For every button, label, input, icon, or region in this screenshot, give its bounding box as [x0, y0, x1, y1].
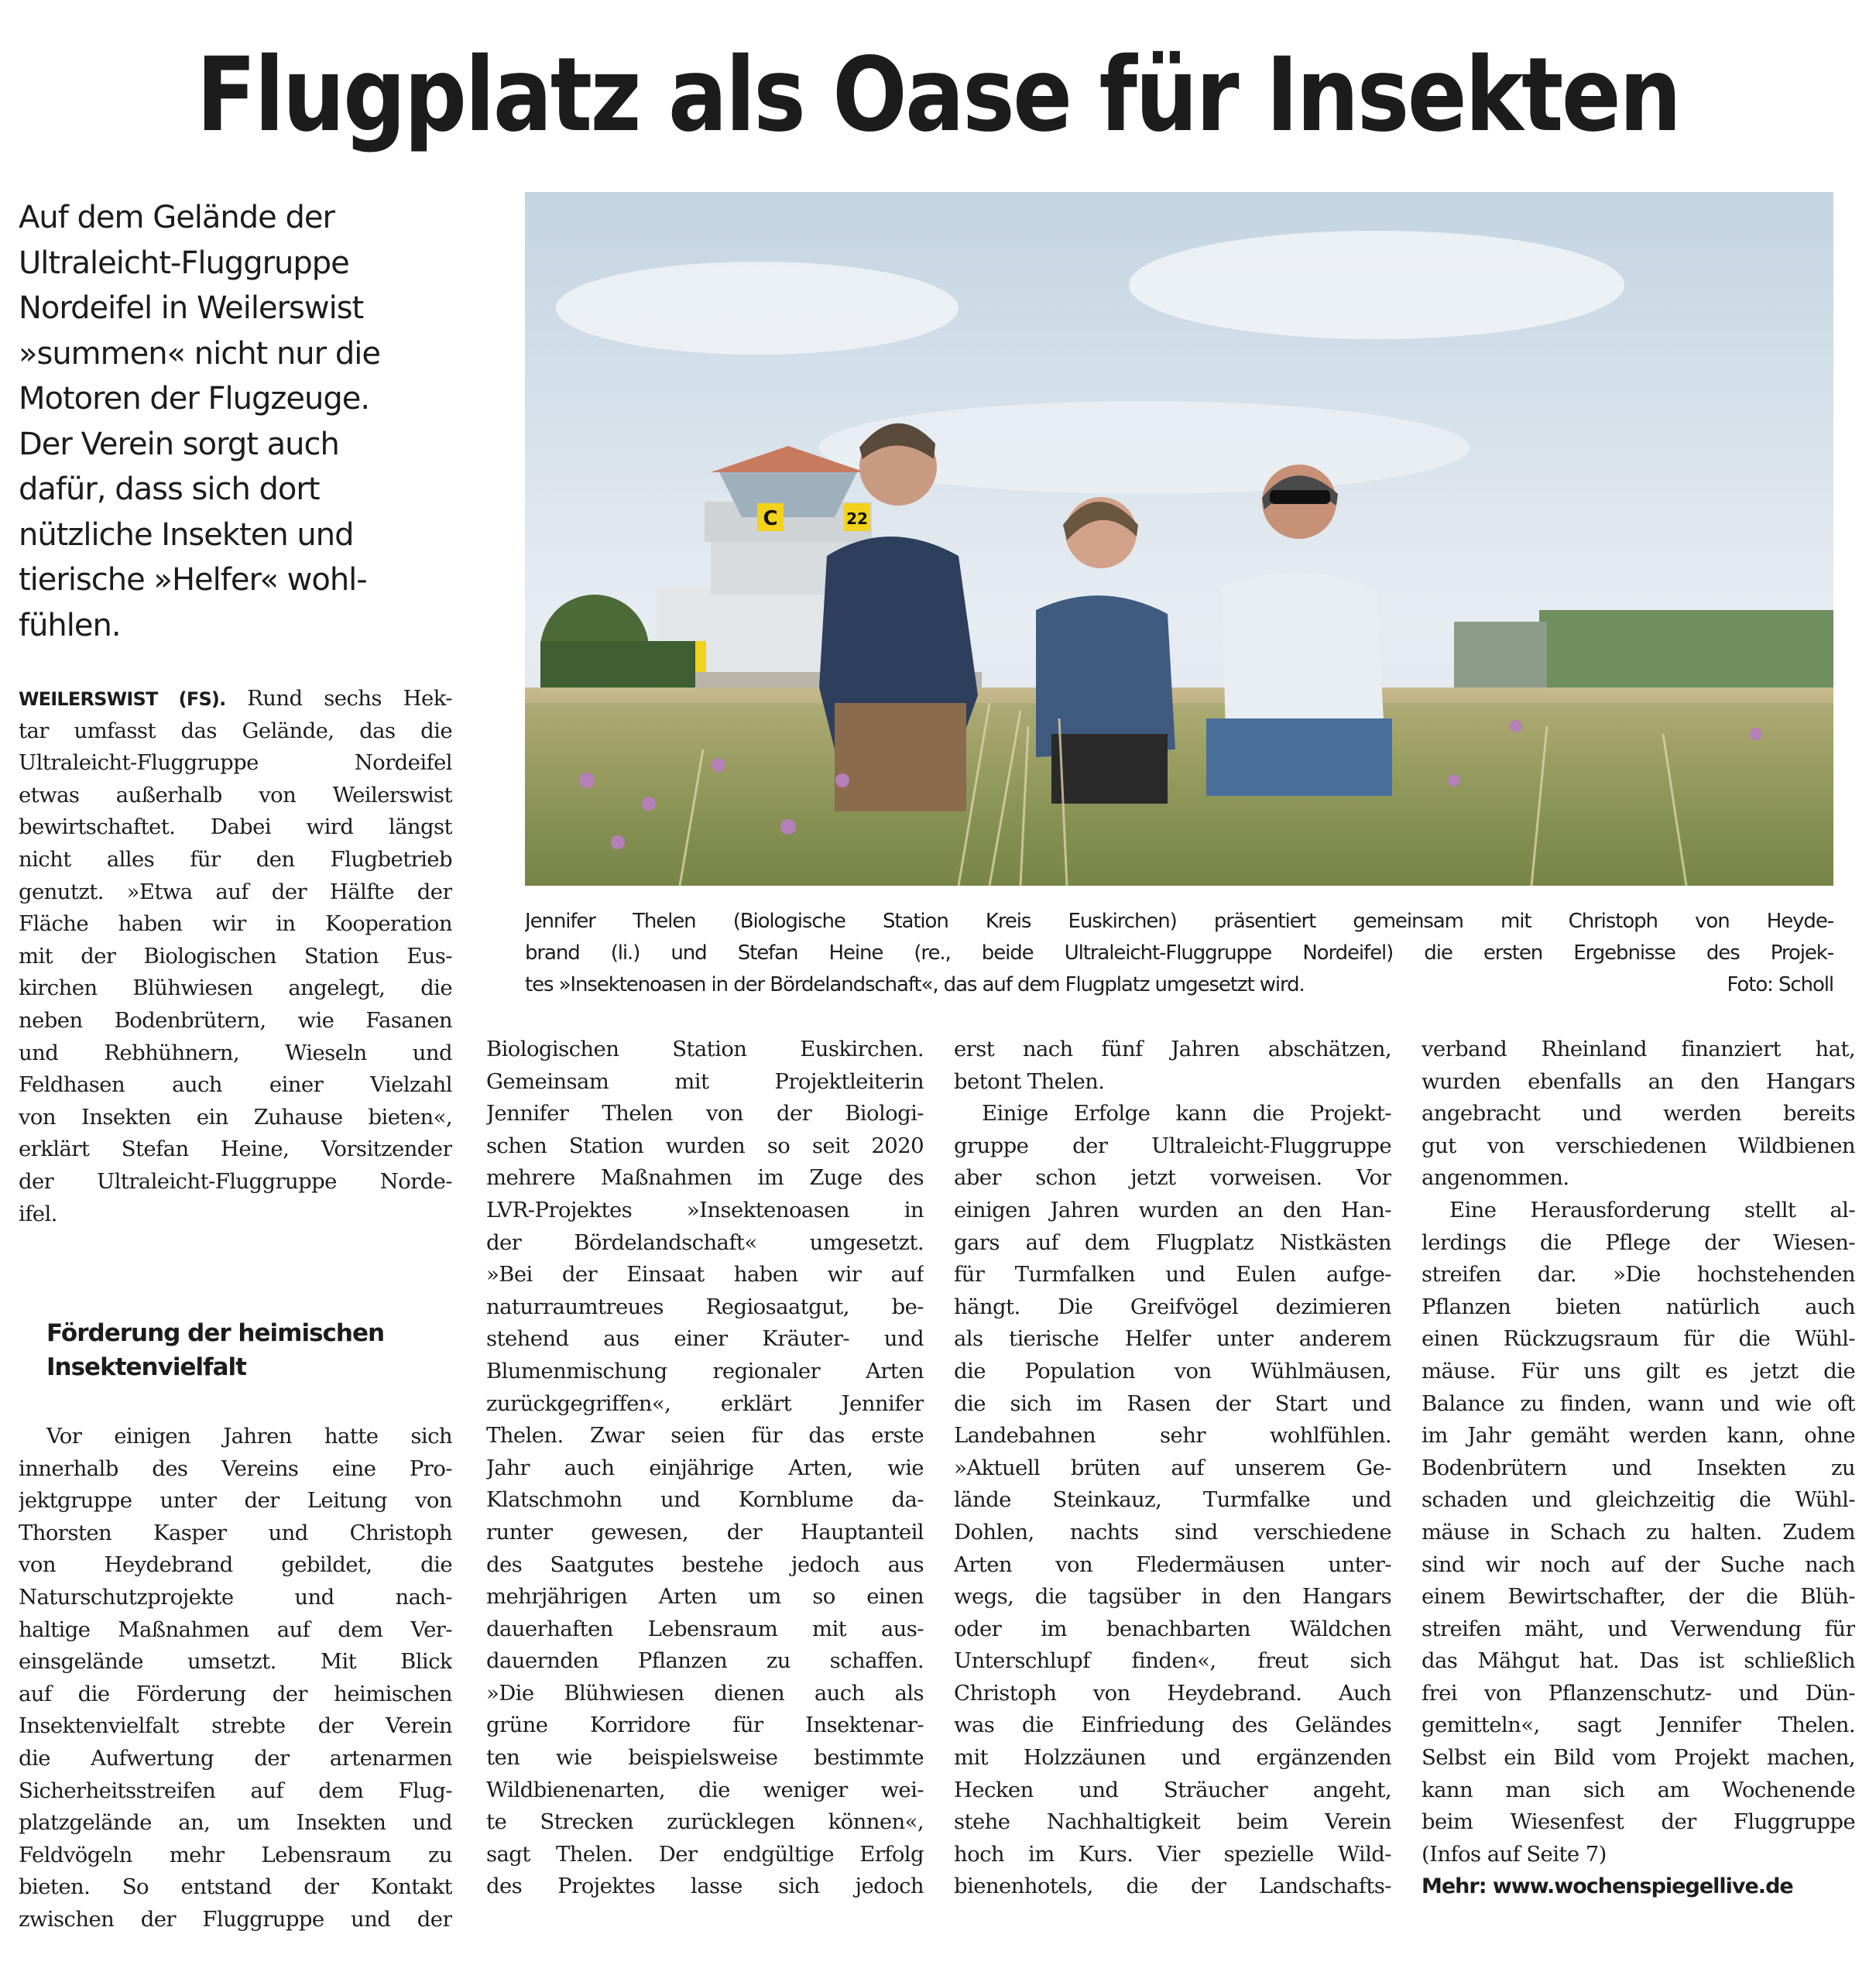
body-line: stehend aus einer Kräuter- und: [486, 1326, 924, 1352]
body-line: lände Steinkauz, Turmfalke und: [954, 1487, 1391, 1513]
body-line: grüne Korridore für Insektenar-: [486, 1713, 924, 1738]
subheading: [46, 1316, 465, 1384]
photo-caption: [525, 906, 1833, 1001]
body-line: runter gewesen, der Hauptanteil: [486, 1519, 924, 1545]
body-line: innerhalb des Vereins eine Pro-: [19, 1456, 452, 1481]
body-line: Fläche haben wir in Kooperation: [19, 911, 452, 937]
body-line: Jahr auch einjährige Arten, wie: [486, 1455, 924, 1480]
hangar: [1539, 610, 1833, 695]
tower-sign-c: C: [763, 507, 778, 530]
body-line: nicht alles für den Flugbetrieb: [19, 846, 452, 872]
body-line: Einige Erfolge kann die Projekt-: [982, 1101, 1391, 1126]
column-3: [954, 1034, 1391, 1903]
teaser-line: tierische »Helfer« wohl-: [19, 562, 367, 598]
body-line: lerdings die Pflege der Wiesen-: [1422, 1229, 1855, 1255]
body-line: erklärt Stefan Heine, Vorsitzender: [19, 1137, 452, 1162]
body-line: etwas außerhalb von Weilerswist: [19, 782, 452, 808]
more-link[interactable]: Mehr: www.wochenspiegellive.de: [1422, 1874, 1793, 1899]
body-line: gemitteln«, sagt Jennifer Thelen.: [1422, 1713, 1855, 1738]
teaser-line: dafür, dass sich dort: [19, 471, 320, 507]
body-line: Naturschutzprojekte und nach-: [19, 1584, 452, 1610]
teaser-line: Motoren der Flugzeuge.: [19, 381, 370, 417]
body-line: sind wir noch auf der Suche nach: [1422, 1552, 1855, 1577]
teaser: [19, 195, 499, 648]
body-line: die Aufwertung der artenarmen: [19, 1745, 452, 1771]
body-line: zurückgegriffen«, erklärt Jennifer: [486, 1390, 924, 1416]
teaser-line: fühlen.: [19, 607, 121, 643]
body-line: streifen mäht, und Verwendung für: [1422, 1616, 1855, 1641]
caption-line: Jennifer Thelen (Biologische Station Kreis Euskirchen) präsentiert gemeinsam mit Christoph von Heyde-: [525, 910, 1833, 933]
body-line: Biologischen Station Euskirchen.: [486, 1037, 924, 1061]
body-line: schaden und gleichzeitig die Wühl-: [1422, 1487, 1855, 1513]
body-line: mäuse in Schach zu halten. Zudem: [1422, 1519, 1855, 1545]
teaser-line: Nordeifel in Weilerswist: [19, 290, 364, 326]
body-text: Rund sechs Hek-: [225, 686, 452, 711]
body-line: Landebahnen sehr wohlfühlen.: [954, 1423, 1391, 1449]
teaser-line: nützliche Insekten und: [19, 516, 354, 553]
body-line: mäuse. Für uns gilt es jetzt die: [1422, 1358, 1855, 1384]
teaser-line: Ultraleicht-Fluggruppe: [19, 245, 349, 281]
body-line: die Population von Wühlmäusen,: [954, 1358, 1391, 1384]
sunglasses: [1270, 490, 1330, 504]
body-line: Klatschmohn und Kornblume da-: [486, 1487, 924, 1513]
body-line: einen Rückzugsraum für die Wühl-: [1422, 1326, 1855, 1352]
teaser-line: Auf dem Gelände der: [19, 200, 334, 235]
body-line: sagt Thelen. Der endgültige Erfolg: [486, 1841, 924, 1867]
body-line: für Turmfalken und Eulen aufge-: [954, 1262, 1391, 1288]
body-line: genutzt. »Etwa auf der Hälfte der: [19, 879, 452, 904]
dateline: WEILERSWIST (FS).: [19, 688, 226, 710]
body-line: (Infos auf Seite 7): [1422, 1841, 1607, 1867]
body-line: stehe Nachhaltigkeit beim Verein: [954, 1809, 1391, 1835]
body-line: als tierische Helfer unter anderem: [954, 1326, 1391, 1352]
body-line: und Rebhühnern, Wieseln und: [19, 1040, 452, 1065]
body-line: Arten von Fledermäusen unter-: [954, 1552, 1391, 1577]
body-line: neben Bodenbrütern, wie Fasanen: [19, 1007, 452, 1033]
body-line: mit der Biologischen Station Eus-: [19, 943, 452, 969]
body-line: bieten. So entstand der Kontakt: [19, 1874, 452, 1900]
body-line: Ultraleicht-Fluggruppe Nordeifel: [19, 750, 452, 776]
body-line: Pflanzen bieten natürlich auch: [1422, 1294, 1855, 1319]
column-2: [486, 1034, 924, 1903]
body-line: Feldhasen auch einer Vielzahl: [19, 1072, 452, 1098]
body-line: ifel.: [19, 1201, 57, 1226]
subheading-line: Insektenvielfalt: [46, 1353, 246, 1381]
body-line: Bodenbrütern und Insekten zu: [1422, 1455, 1855, 1480]
caption-text: tes »Insektenoasen in der Bördelandschaft«, das auf dem Flugplatz umgesetzt wird.: [525, 973, 1305, 996]
body-line: Eine Herausforderung stellt al-: [1449, 1197, 1855, 1222]
body-line: Wildbienenarten, die weniger wei-: [486, 1777, 924, 1802]
body-line: Christoph von Heydebrand. Auch: [954, 1680, 1391, 1706]
column-4: [1422, 1034, 1855, 1903]
body-line: dauerhaften Lebensraum mit aus-: [486, 1616, 924, 1641]
body-line: mehrere Maßnahmen im Zuge des: [486, 1165, 924, 1191]
column-1: [19, 683, 452, 1230]
body-line: Sicherheitsstreifen auf dem Flug-: [19, 1778, 452, 1803]
body-line: angebracht und werden bereits: [1422, 1101, 1855, 1126]
body-line: streifen dar. »Die hochstehenden: [1422, 1262, 1855, 1288]
body-line: »Aktuell brüten auf unserem Ge-: [954, 1455, 1391, 1480]
body-line: ten wie beispielsweise bestimmte: [486, 1745, 924, 1771]
body-line: frei von Pflanzenschutz- und Dün-: [1422, 1680, 1855, 1706]
body-line: platzgelände an, um Insekten und: [19, 1810, 452, 1836]
article-photo: [525, 192, 1833, 886]
body-line: »Die Blühwiesen dienen auch als: [486, 1680, 924, 1706]
body-line: naturraumtreues Regiosaatgut, be-: [486, 1294, 924, 1319]
subheading-line: Förderung der heimischen: [46, 1319, 385, 1347]
body-line: gut von verschiedenen Wildbienen: [1422, 1133, 1855, 1158]
body-line: des Saatgutes bestehe jedoch aus: [486, 1552, 924, 1577]
body-line: Dohlen, nachts sind verschiedene: [954, 1519, 1391, 1545]
body-line: was die Einfriedung des Geländes: [954, 1713, 1391, 1738]
body-line: »Bei der Einsaat haben wir auf: [486, 1262, 924, 1288]
body-line: te Strecken zurücklegen können«,: [486, 1809, 924, 1835]
tower-sign-22: 22: [846, 509, 868, 528]
body-line: des Projektes lasse sich jedoch: [486, 1874, 924, 1899]
body-line: Jennifer Thelen von der Biologi-: [486, 1101, 924, 1126]
body-line: wegs, die tagsüber in den Hangars: [954, 1584, 1391, 1610]
body-line: Blumenmischung regionaler Arten: [486, 1358, 924, 1384]
body-line: angenommen.: [1422, 1165, 1569, 1191]
body-line: mit Holzzäunen und ergänzenden: [954, 1745, 1391, 1771]
body-line: Gemeinsam mit Projektleiterin: [486, 1068, 924, 1094]
body-line: auf die Förderung der heimischen: [19, 1681, 452, 1706]
body-line: Thelen. Zwar seien für das erste: [486, 1423, 924, 1449]
body-line: haltige Maßnahmen auf dem Ver-: [19, 1617, 452, 1642]
body-line: bienenhotels, die der Landschafts-: [954, 1874, 1391, 1899]
body-line: von Heydebrand gebildet, die: [19, 1552, 452, 1578]
teaser-line: Der Verein sorgt auch: [19, 426, 339, 462]
body-line: wurden ebenfalls an den Hangars: [1422, 1068, 1855, 1094]
body-line: Selbst ein Bild vom Projekt machen,: [1422, 1745, 1855, 1771]
body-line: der Ultraleicht-Fluggruppe Norde-: [19, 1168, 452, 1194]
body-line: beim Wiesenfest der Fluggruppe: [1422, 1809, 1855, 1835]
body-line: Balance zu finden, wann und wie oft: [1422, 1390, 1855, 1416]
body-line: von Insekten ein Zuhause bieten«,: [19, 1104, 452, 1130]
body-line: Insektenvielfalt strebte der Verein: [19, 1713, 452, 1739]
body-line: tar umfasst das Gelände, das die: [19, 718, 452, 743]
body-line: schen Station wurden so seit 2020: [486, 1133, 924, 1158]
body-line: betont Thelen.: [954, 1068, 1105, 1094]
body-line: erst nach fünf Jahren abschätzen,: [954, 1037, 1391, 1061]
body-line: gruppe der Ultraleicht-Fluggruppe: [954, 1133, 1391, 1158]
body-line: jektgruppe unter der Leitung von: [19, 1488, 452, 1514]
body-line: der Bördelandschaft« umgesetzt.: [486, 1229, 924, 1255]
body-line: Vor einigen Jahren hatte sich: [46, 1424, 452, 1449]
body-line: Thorsten Kasper und Christoph: [19, 1520, 452, 1545]
body-line: Feldvögeln mehr Lebensraum zu: [19, 1842, 452, 1867]
body-line: mehrjährigen Arten um so einen: [486, 1584, 924, 1610]
body-line: einigen Jahren wurden an den Han-: [954, 1197, 1391, 1222]
body-line: oder im benachbarten Wäldchen: [954, 1616, 1391, 1641]
body-line: Hecken und Sträucher angeht,: [954, 1777, 1391, 1802]
caption-line-last: [525, 969, 1833, 1001]
body-line: kann man sich am Wochenende: [1422, 1777, 1855, 1802]
teaser-line: »summen« nicht nur die: [19, 335, 380, 372]
column-1-lower: [19, 1421, 452, 1936]
body-line: kirchen Blühwiesen angelegt, die: [19, 976, 452, 1001]
body-line: [19, 683, 452, 715]
body-line: hängt. Die Greifvögel dezimieren: [954, 1294, 1391, 1319]
body-line: die sich im Rasen der Start und: [954, 1390, 1391, 1416]
body-line: zwischen der Fluggruppe und der: [19, 1906, 452, 1932]
body-line: einsgelände umsetzt. Mit Blick: [19, 1649, 452, 1675]
body-line: dauernden Pflanzen zu schaffen.: [486, 1648, 924, 1674]
photo-credit: Foto: Scholl: [1727, 973, 1833, 996]
headline: Flugplatz als Oase für Insekten: [196, 36, 1680, 155]
body-line: das Mähgut hat. Das ist schließlich: [1422, 1648, 1855, 1674]
body-line: verband Rheinland finanziert hat,: [1422, 1037, 1855, 1061]
body-line: bewirtschaftet. Dabei wird längst: [19, 814, 452, 840]
body-line: im Jahr gemäht werden kann, ohne: [1422, 1423, 1855, 1449]
body-line: gars auf dem Flugplatz Nistkästen: [954, 1229, 1391, 1255]
body-line: Unterschlupf finden«, freut sich: [954, 1648, 1391, 1674]
body-line: aber schon jetzt vorweisen. Vor: [954, 1165, 1391, 1191]
caption-line: brand (li.) und Stefan Heine (re., beide Ultraleicht-Fluggruppe Nordeifel) die ersten Ergebnisse des Projek-: [525, 941, 1833, 965]
body-line: LVR-Projektes »Insektenoasen in: [486, 1197, 924, 1222]
body-line: hoch im Kurs. Vier spezielle Wild-: [954, 1841, 1391, 1867]
body-line: einem Bewirtschafter, der die Blüh-: [1422, 1584, 1855, 1610]
photo-illustration: [525, 192, 1833, 886]
